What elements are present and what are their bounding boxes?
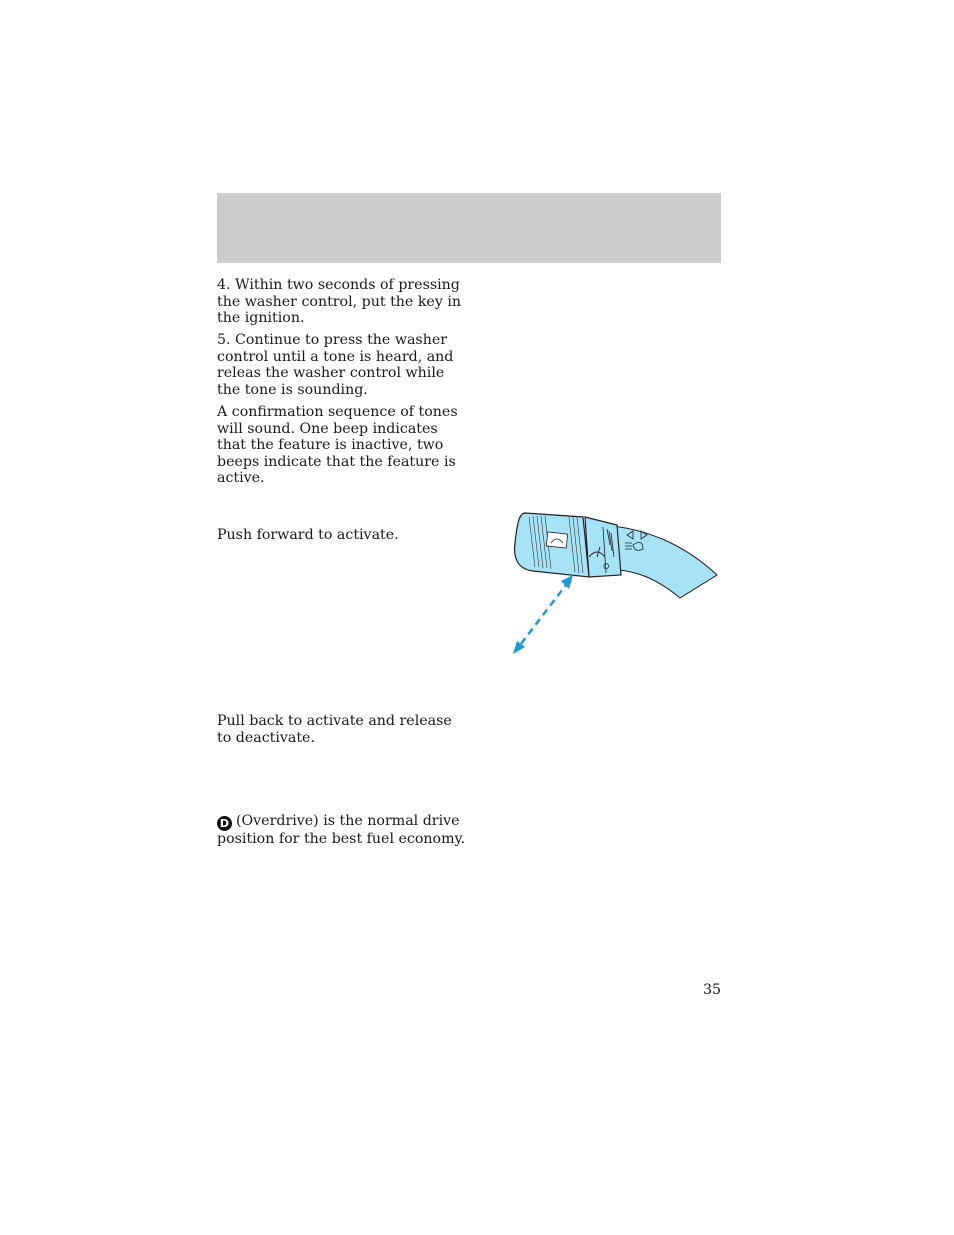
overdrive-icon: D: [217, 816, 232, 831]
step-4-paragraph: 4. Within two seconds of pressing the washer control, put the key in the ignition.: [217, 277, 462, 327]
push-forward-paragraph: Push forward to activate.: [217, 527, 399, 543]
pull-back-paragraph: Pull back to activate and release to deactivate.: [217, 713, 452, 746]
step-5-paragraph: 5. Continue to press the washer control until a tone is heard, and releas the washer control while the tone is sounding.: [217, 332, 454, 398]
section-header-band: [217, 193, 721, 263]
multi-function-lever-illustration: [505, 505, 725, 660]
position-label: O: [603, 562, 610, 571]
push-pull-arrow-line: [517, 581, 569, 649]
page-number: 35: [702, 982, 721, 998]
confirmation-paragraph: A confirmation sequence of tones will sound. One beep indicates that the feature is inactive, two beeps indicate that the feature is active.: [217, 404, 458, 487]
overdrive-paragraph: [217, 813, 467, 848]
arrow-head-top: [561, 575, 573, 589]
overdrive-text: (Overdrive) is the normal drive position for the best fuel economy.: [217, 813, 466, 847]
